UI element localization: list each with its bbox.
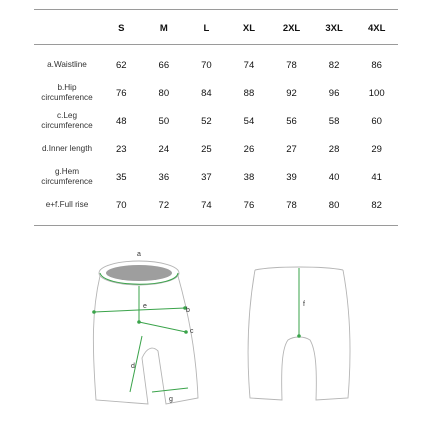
table-row <box>34 191 398 226</box>
left-shorts-body <box>93 276 198 404</box>
header-blank <box>34 12 100 45</box>
table-row <box>34 45 398 80</box>
cell-3xl: 58 <box>328 115 340 127</box>
cell-m: 66 <box>158 59 170 71</box>
cell-3xl: 28 <box>328 143 340 155</box>
leg-measure-line-c <box>139 322 186 332</box>
size-chart-table <box>34 12 398 226</box>
cell-4xl: 82 <box>371 199 382 211</box>
cell-3xl: 40 <box>328 171 340 183</box>
cell-m: 80 <box>158 87 170 99</box>
cell-l: 37 <box>201 171 212 183</box>
cell-2xl: 78 <box>286 199 297 211</box>
measurement-label: d.Inner length <box>41 144 93 153</box>
cell-m: 24 <box>158 143 170 155</box>
rise-point <box>297 334 301 338</box>
header-size-3xl: 3XL <box>325 22 343 34</box>
table-row <box>34 163 398 191</box>
cell-s: 62 <box>115 59 127 71</box>
label-e: e <box>143 303 147 310</box>
cell-xl: 26 <box>243 143 255 155</box>
label-c: c <box>190 328 194 335</box>
label-b: b <box>186 307 190 314</box>
front-shorts-outline <box>93 261 198 404</box>
waistband-inner <box>106 265 172 281</box>
cell-l: 25 <box>201 143 212 155</box>
cell-4xl: 100 <box>368 87 385 99</box>
cell-xl: 54 <box>243 115 255 127</box>
cell-2xl: 92 <box>286 87 297 99</box>
cell-s: 35 <box>115 171 127 183</box>
label-d: d <box>131 363 135 370</box>
cell-4xl: 60 <box>371 115 382 127</box>
header-size-2xl: 2XL <box>282 22 301 34</box>
table-row <box>34 135 398 163</box>
cell-m: 72 <box>158 199 170 211</box>
label-a: a <box>137 251 141 258</box>
measurement-label: e+f.Full rise <box>45 200 89 209</box>
cell-3xl: 80 <box>328 199 340 211</box>
cell-s: 23 <box>115 143 127 155</box>
cell-2xl: 78 <box>286 59 297 71</box>
cell-4xl: 41 <box>371 171 382 183</box>
cell-3xl: 96 <box>328 87 340 99</box>
shorts-measurement-diagram <box>0 240 430 430</box>
cell-l: 74 <box>201 199 212 211</box>
hem-measure-line-g <box>152 388 188 392</box>
measurement-lines <box>94 273 188 392</box>
header-size-4xl: 4XL <box>367 22 386 34</box>
cell-2xl: 39 <box>286 171 297 183</box>
header-size-m: M <box>159 22 168 34</box>
cell-l: 52 <box>201 115 212 127</box>
cell-2xl: 27 <box>286 143 297 155</box>
header-size-s: S <box>118 22 125 34</box>
cell-2xl: 56 <box>286 115 297 127</box>
measurement-label: c.Leg circumference <box>41 111 93 130</box>
measurement-label: g.Hem circumference <box>41 167 93 186</box>
cell-4xl: 29 <box>371 143 382 155</box>
cell-s: 70 <box>115 199 127 211</box>
cell-s: 48 <box>115 115 127 127</box>
cell-xl: 74 <box>243 59 255 71</box>
cell-xl: 76 <box>243 199 255 211</box>
cell-l: 84 <box>201 87 212 99</box>
measurement-label: b.Hip circumference <box>41 83 93 102</box>
header-size-xl: XL <box>242 22 256 34</box>
label-f: f <box>303 301 305 308</box>
cell-xl: 88 <box>243 87 255 99</box>
cell-m: 50 <box>158 115 170 127</box>
measurement-label: a.Waistline <box>47 60 87 69</box>
table-row <box>34 107 398 135</box>
header-size-l: L <box>203 22 210 34</box>
label-g: g <box>169 396 173 403</box>
table-top-rule <box>34 9 398 10</box>
cell-3xl: 82 <box>328 59 340 71</box>
cell-s: 76 <box>115 87 127 99</box>
table-row <box>34 79 398 107</box>
cell-m: 36 <box>158 171 170 183</box>
size-header-row <box>34 12 398 45</box>
cell-xl: 38 <box>243 171 255 183</box>
cell-l: 70 <box>201 59 212 71</box>
cell-4xl: 86 <box>371 59 382 71</box>
